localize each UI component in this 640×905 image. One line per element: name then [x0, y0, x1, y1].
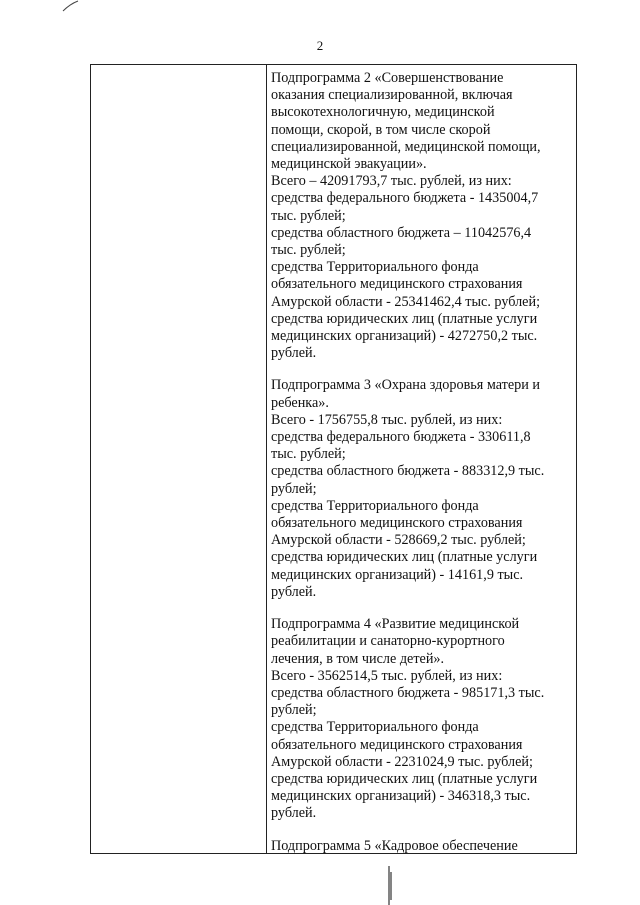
text-line: средства Территориального фонда [271, 497, 479, 514]
text-line: средства областного бюджета - 985171,3 тыс. [271, 684, 545, 701]
text-line: специализированной, медицинской помощи, [271, 138, 541, 155]
subprogram-block [271, 70, 570, 362]
text-line: рублей; [271, 702, 317, 719]
text-line: средства юридических лиц (платные услуги [271, 549, 538, 566]
text-line: высокотехнологичную, медицинской [271, 104, 495, 121]
subprogram-block [271, 377, 570, 601]
text-line: Всего - 3562514,5 тыс. рублей, из них: [271, 667, 503, 684]
text-line: рублей. [271, 805, 317, 822]
text-line: медицинских организаций) - 4272750,2 тыс. [271, 328, 538, 345]
text-line: средства областного бюджета - 883312,9 тыс. [271, 463, 545, 480]
binding-mark [386, 866, 394, 905]
text-line: Всего - 1756755,8 тыс. рублей, из них: [271, 411, 503, 428]
subprogram-block [271, 838, 570, 855]
text-line: помощи, скорой, в том числе скорой [271, 121, 491, 138]
text-line: Подпрограмма 3 «Охрана здоровья матери и [271, 377, 540, 394]
text-line: средства юридических лиц (платные услуги [271, 310, 538, 327]
text-line: Подпрограмма 5 «Кадровое обеспечение [271, 837, 518, 854]
text-line: оказания специализированной, включая [271, 87, 513, 104]
text-line: рублей; [271, 480, 317, 497]
text-line: средства юридических лиц (платные услуги [271, 770, 538, 787]
text-line: медицинских организаций) - 14161,9 тыс. [271, 566, 524, 583]
program-table [90, 64, 577, 854]
page-number: 2 [316, 38, 324, 53]
text-line: тыс. рублей; [271, 242, 346, 259]
text-line: средства Территориального фонда [271, 259, 479, 276]
text-line: Подпрограмма 4 «Развитие медицинской [271, 616, 520, 633]
text-line: обязательного медицинского страхования [271, 736, 523, 753]
text-line: рублей. [271, 583, 317, 600]
text-line: средства федерального бюджета - 1435004,7 [271, 190, 539, 207]
text-line: Амурской области - 528669,2 тыс. рублей; [271, 532, 526, 549]
text-line: реабилитации и санаторно-курортного [271, 633, 505, 650]
text-line: медицинской эвакуации». [271, 156, 427, 173]
text-line: тыс. рублей; [271, 446, 346, 463]
text-line: лечения, в том числе детей». [271, 650, 445, 667]
text-line: рублей. [271, 345, 317, 362]
subprogram-cell [271, 70, 570, 870]
subprogram-block [271, 616, 570, 822]
scan-mark [62, 0, 82, 12]
text-line: ребенка». [271, 394, 329, 411]
text-line: медицинских организаций) - 346318,3 тыс. [271, 788, 531, 805]
text-line: Амурской области - 2231024,9 тыс. рублей; [271, 753, 533, 770]
text-line: Подпрограмма 2 «Совершенствование [271, 70, 504, 86]
text-line: средства федерального бюджета - 330611,8 [271, 429, 531, 446]
column-divider [266, 65, 267, 853]
text-line: обязательного медицинского страхования [271, 515, 523, 532]
text-line: Амурской области - 25341462,4 тыс. рублей; [271, 293, 541, 310]
text-line: тыс. рублей; [271, 207, 346, 224]
text-line: обязательного медицинского страхования [271, 276, 523, 293]
text-line: средства Территориального фонда [271, 719, 479, 736]
text-line: Всего – 42091793,7 тыс. рублей, из них: [271, 173, 512, 190]
text-line: средства областного бюджета – 11042576,4 [271, 224, 532, 241]
